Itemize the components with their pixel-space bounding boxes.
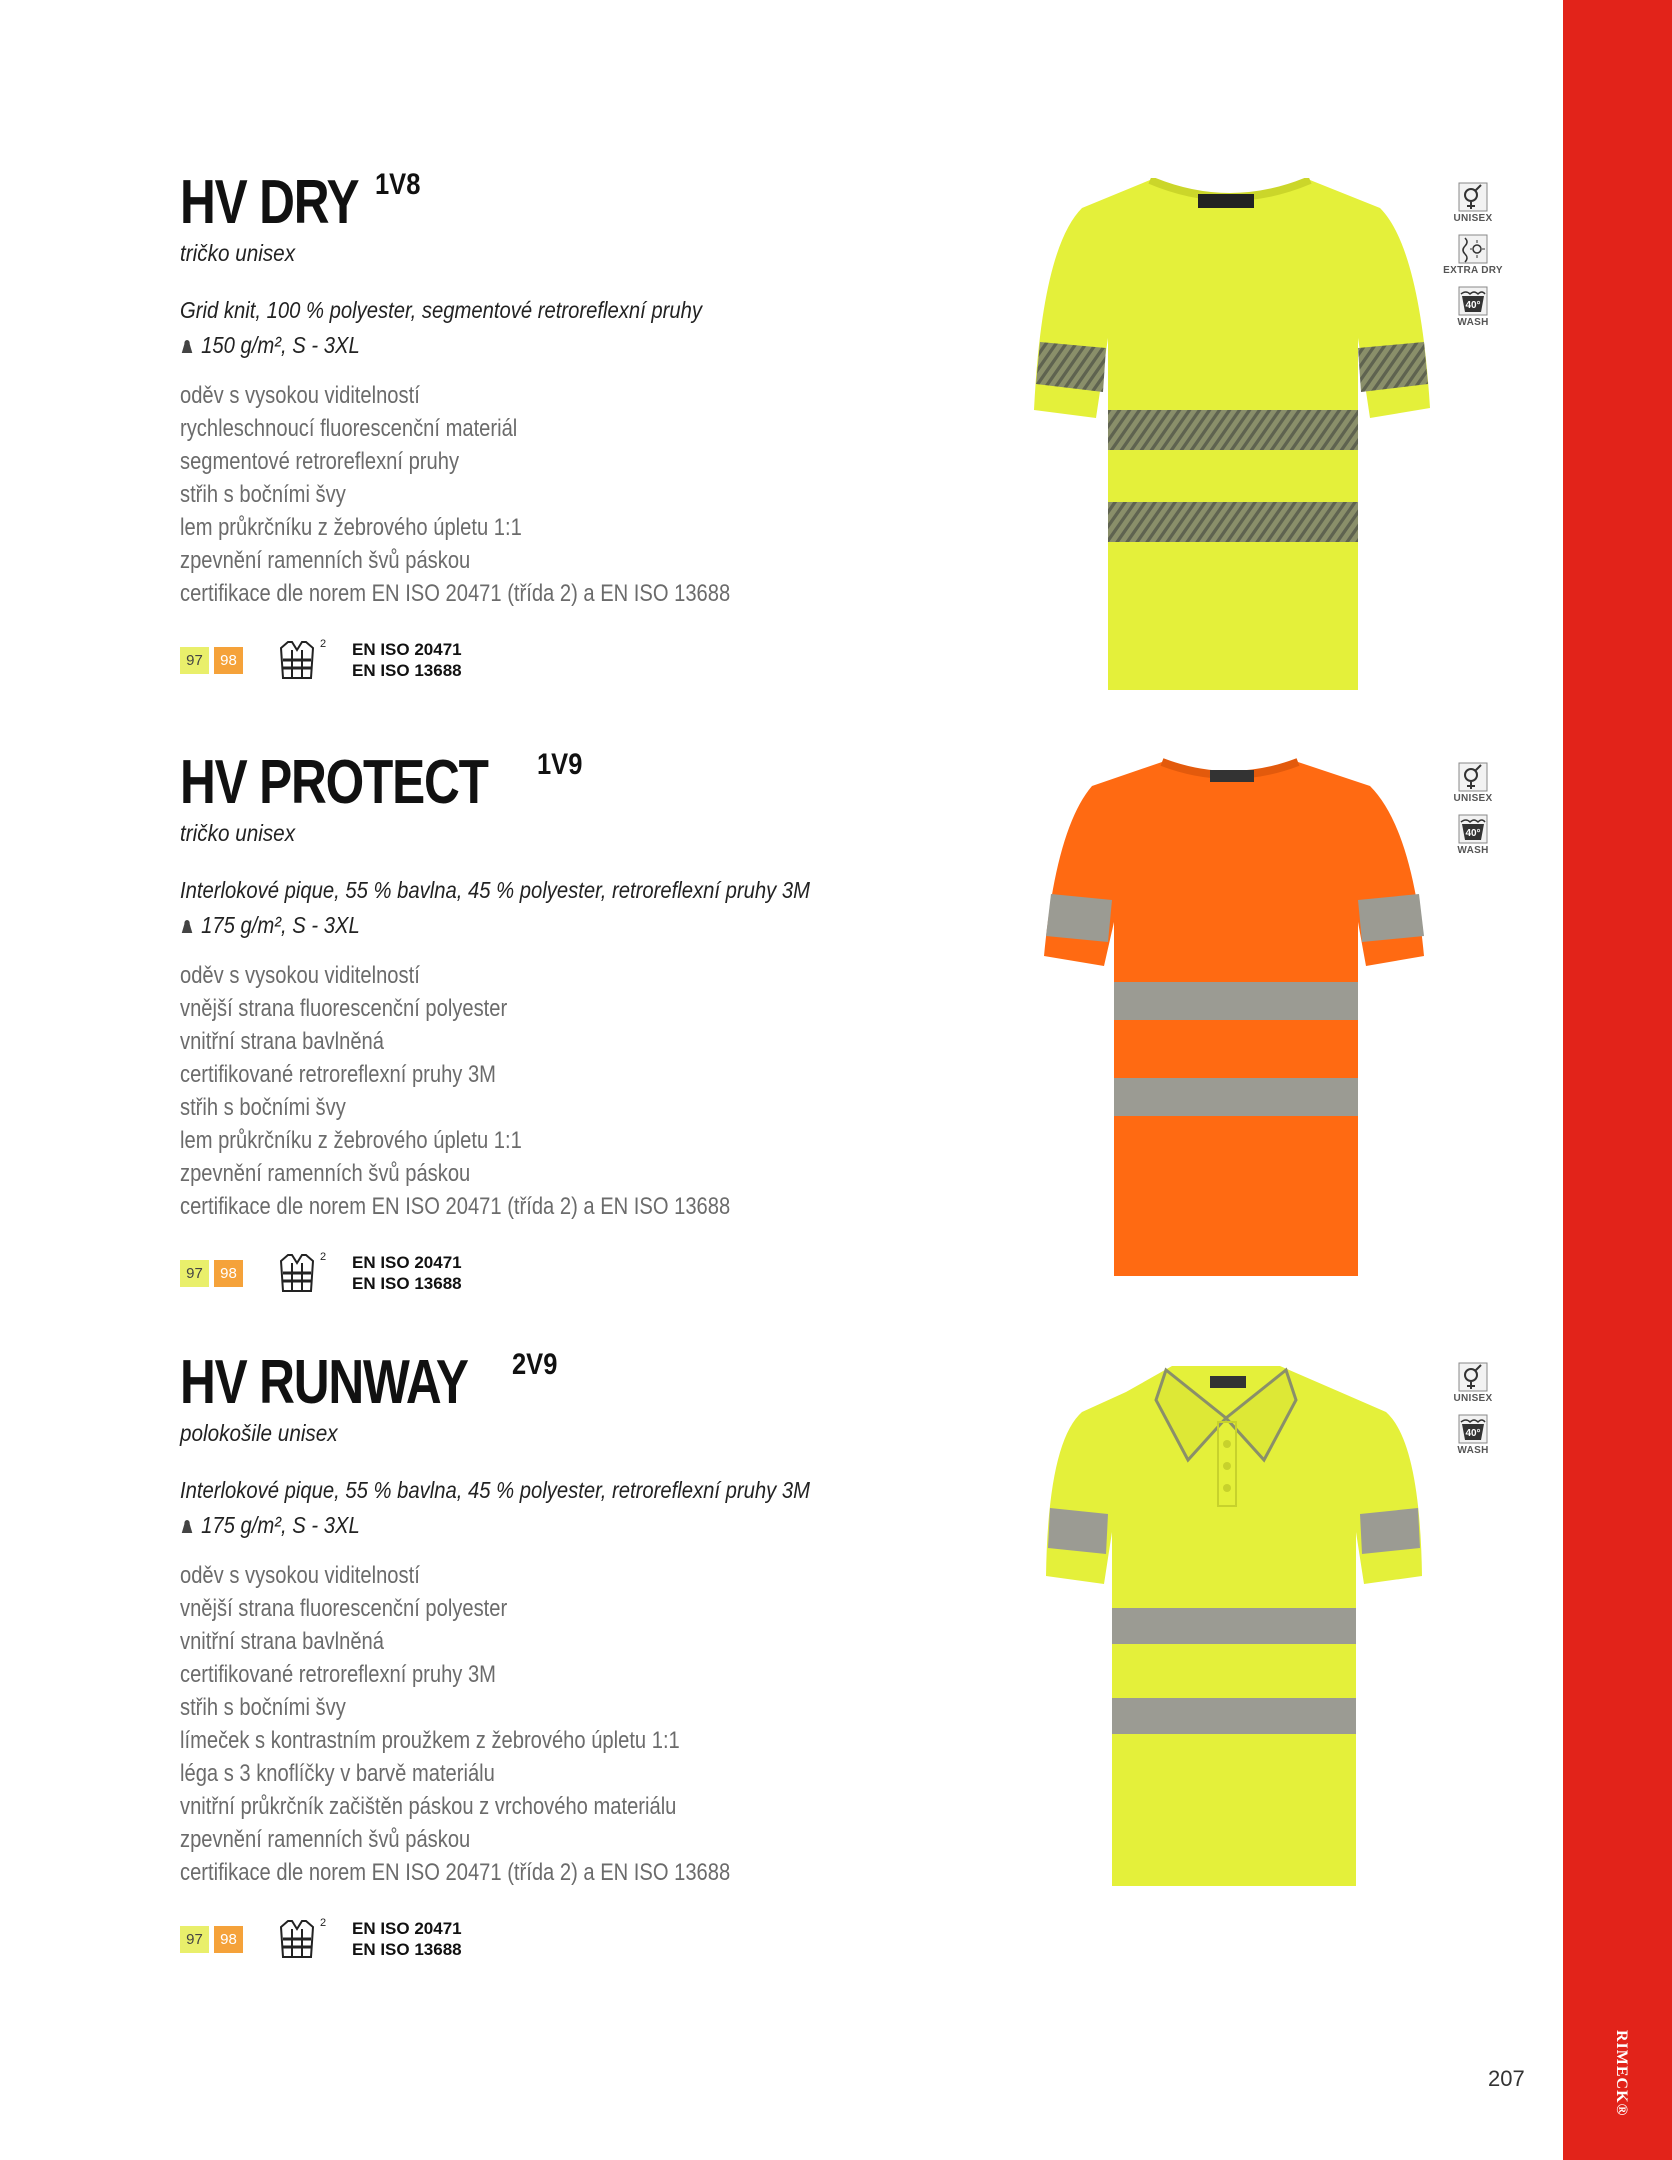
product-subtitle: tričko unisex (180, 820, 296, 846)
norm-line: EN ISO 20471 (352, 1919, 462, 1938)
product-title: HV RUNWAY (180, 1348, 468, 1417)
product-code: 1V8 (374, 168, 421, 201)
list-item: oděv s vysokou viditelností (180, 962, 420, 989)
list-item: límeček s kontrastním proužkem z žebrového úpletu 1:1 (180, 1727, 680, 1754)
norms (352, 1252, 462, 1294)
vest-class-number: 2 (320, 1917, 327, 1929)
list-item: zpevnění ramenních švů páskou (180, 547, 471, 574)
product-code: 2V9 (511, 1348, 558, 1381)
list-item: střih s bočními švy (180, 481, 346, 508)
weight-icon (180, 339, 194, 353)
color-code-orange: 98 (214, 647, 243, 674)
icon-label: WASH (1457, 845, 1489, 856)
norm-line: EN ISO 13688 (352, 661, 462, 680)
extra-dry-icon (1442, 234, 1504, 276)
weight-sizes-text: 175 g/m², S - 3XL (201, 1512, 360, 1538)
weight-icon (180, 919, 194, 933)
list-item: léga s 3 knoflíčky v barvě materiálu (180, 1760, 495, 1787)
product-subtitle: polokošile unisex (180, 1420, 338, 1446)
feature-icons (1442, 1362, 1504, 1466)
certification-row (180, 638, 1672, 682)
list-item: vnitřní strana bavlněná (180, 1028, 384, 1055)
list-item: střih s bočními švy (180, 1694, 346, 1721)
list-item: oděv s vysokou viditelností (180, 1562, 420, 1589)
icon-label: WASH (1457, 317, 1489, 328)
weight-sizes-text: 150 g/m², S - 3XL (201, 332, 360, 358)
list-item: střih s bočními švy (180, 1094, 346, 1121)
wash-icon (1442, 286, 1504, 328)
weight-icon (180, 1519, 194, 1533)
feature-list (180, 1559, 1672, 1889)
norms (352, 639, 462, 681)
list-item: certifikované retroreflexní pruhy 3M (180, 1661, 496, 1688)
product-material: Interlokové pique, 55 % bavlna, 45 % polyester, retroreflexní pruhy 3M (180, 1477, 811, 1503)
product-title: HV PROTECT (180, 748, 488, 817)
wash-temperature: 40° (1465, 828, 1481, 839)
norm-line: EN ISO 13688 (352, 1274, 462, 1293)
list-item: zpevnění ramenních švů páskou (180, 1826, 471, 1853)
product-title: HV DRY (180, 168, 359, 237)
color-code-yellow: 97 (180, 647, 209, 674)
vest-class-number: 2 (320, 1251, 327, 1263)
unisex-icon (1442, 762, 1504, 804)
hi-vis-vest-icon (278, 638, 327, 680)
list-item: oděv s vysokou viditelností (180, 382, 420, 409)
certification-row (180, 1251, 1672, 1295)
feature-icons (1442, 182, 1504, 338)
unisex-icon (1442, 182, 1504, 224)
norms (352, 1918, 462, 1960)
hi-vis-vest-icon (278, 1917, 327, 1959)
page-number: 207 (1488, 2066, 1525, 2091)
list-item: lem průkrčníku z žebrového úpletu 1:1 (180, 514, 522, 541)
list-item: rychleschnoucí fluorescenční materiál (180, 415, 518, 442)
product-material: Grid knit, 100 % polyester, segmentové retroreflexní pruhy (180, 297, 703, 323)
product-material: Interlokové pique, 55 % bavlna, 45 % polyester, retroreflexní pruhy 3M (180, 877, 811, 903)
wash-icon (1442, 1414, 1504, 1456)
product-image-hv-dry (1020, 178, 1440, 698)
brand-logo: RIMECK® (1613, 2030, 1630, 2117)
weight-sizes-text: 175 g/m², S - 3XL (201, 912, 360, 938)
list-item: vnější strana fluorescenční polyester (180, 1595, 508, 1622)
norm-line: EN ISO 20471 (352, 640, 462, 659)
list-item: vnitřní strana bavlněná (180, 1628, 384, 1655)
list-item: vnitřní průkrčník začištěn páskou z vrchového materiálu (180, 1793, 677, 1820)
product-code: 1V9 (536, 748, 582, 781)
list-item: certifikace dle norem EN ISO 20471 (třída 2) a EN ISO 13688 (180, 580, 731, 607)
product-image-hv-protect (1020, 758, 1440, 1278)
hi-vis-vest-icon (278, 1251, 327, 1293)
list-item: certifikace dle norem EN ISO 20471 (třída 2) a EN ISO 13688 (180, 1859, 731, 1886)
feature-list (180, 959, 1672, 1223)
feature-list (180, 379, 1672, 610)
color-code-orange: 98 (214, 1926, 243, 1953)
norm-line: EN ISO 20471 (352, 1253, 462, 1272)
color-code-orange: 98 (214, 1260, 243, 1287)
icon-label: WASH (1457, 1445, 1489, 1456)
norm-line: EN ISO 13688 (352, 1940, 462, 1959)
icon-label: UNISEX (1453, 793, 1493, 804)
wash-icon (1442, 814, 1504, 856)
list-item: certifikace dle norem EN ISO 20471 (třída 2) a EN ISO 13688 (180, 1193, 731, 1220)
list-item: lem průkrčníku z žebrového úpletu 1:1 (180, 1127, 522, 1154)
feature-icons (1442, 762, 1504, 866)
wash-temperature: 40° (1465, 300, 1481, 311)
product-image-hv-runway (1020, 1362, 1440, 1894)
icon-label: UNISEX (1453, 213, 1493, 224)
color-code-yellow: 97 (180, 1260, 209, 1287)
product-subtitle: tričko unisex (180, 240, 296, 266)
list-item: zpevnění ramenních švů páskou (180, 1160, 471, 1187)
certification-row (180, 1917, 1672, 1961)
list-item: segmentové retroreflexní pruhy (180, 448, 460, 475)
list-item: vnější strana fluorescenční polyester (180, 995, 508, 1022)
icon-label: EXTRA DRY (1443, 265, 1503, 276)
color-code-yellow: 97 (180, 1926, 209, 1953)
icon-label: UNISEX (1453, 1393, 1493, 1404)
list-item: certifikované retroreflexní pruhy 3M (180, 1061, 496, 1088)
vest-class-number: 2 (320, 638, 327, 650)
wash-temperature: 40° (1465, 1428, 1481, 1439)
unisex-icon (1442, 1362, 1504, 1404)
